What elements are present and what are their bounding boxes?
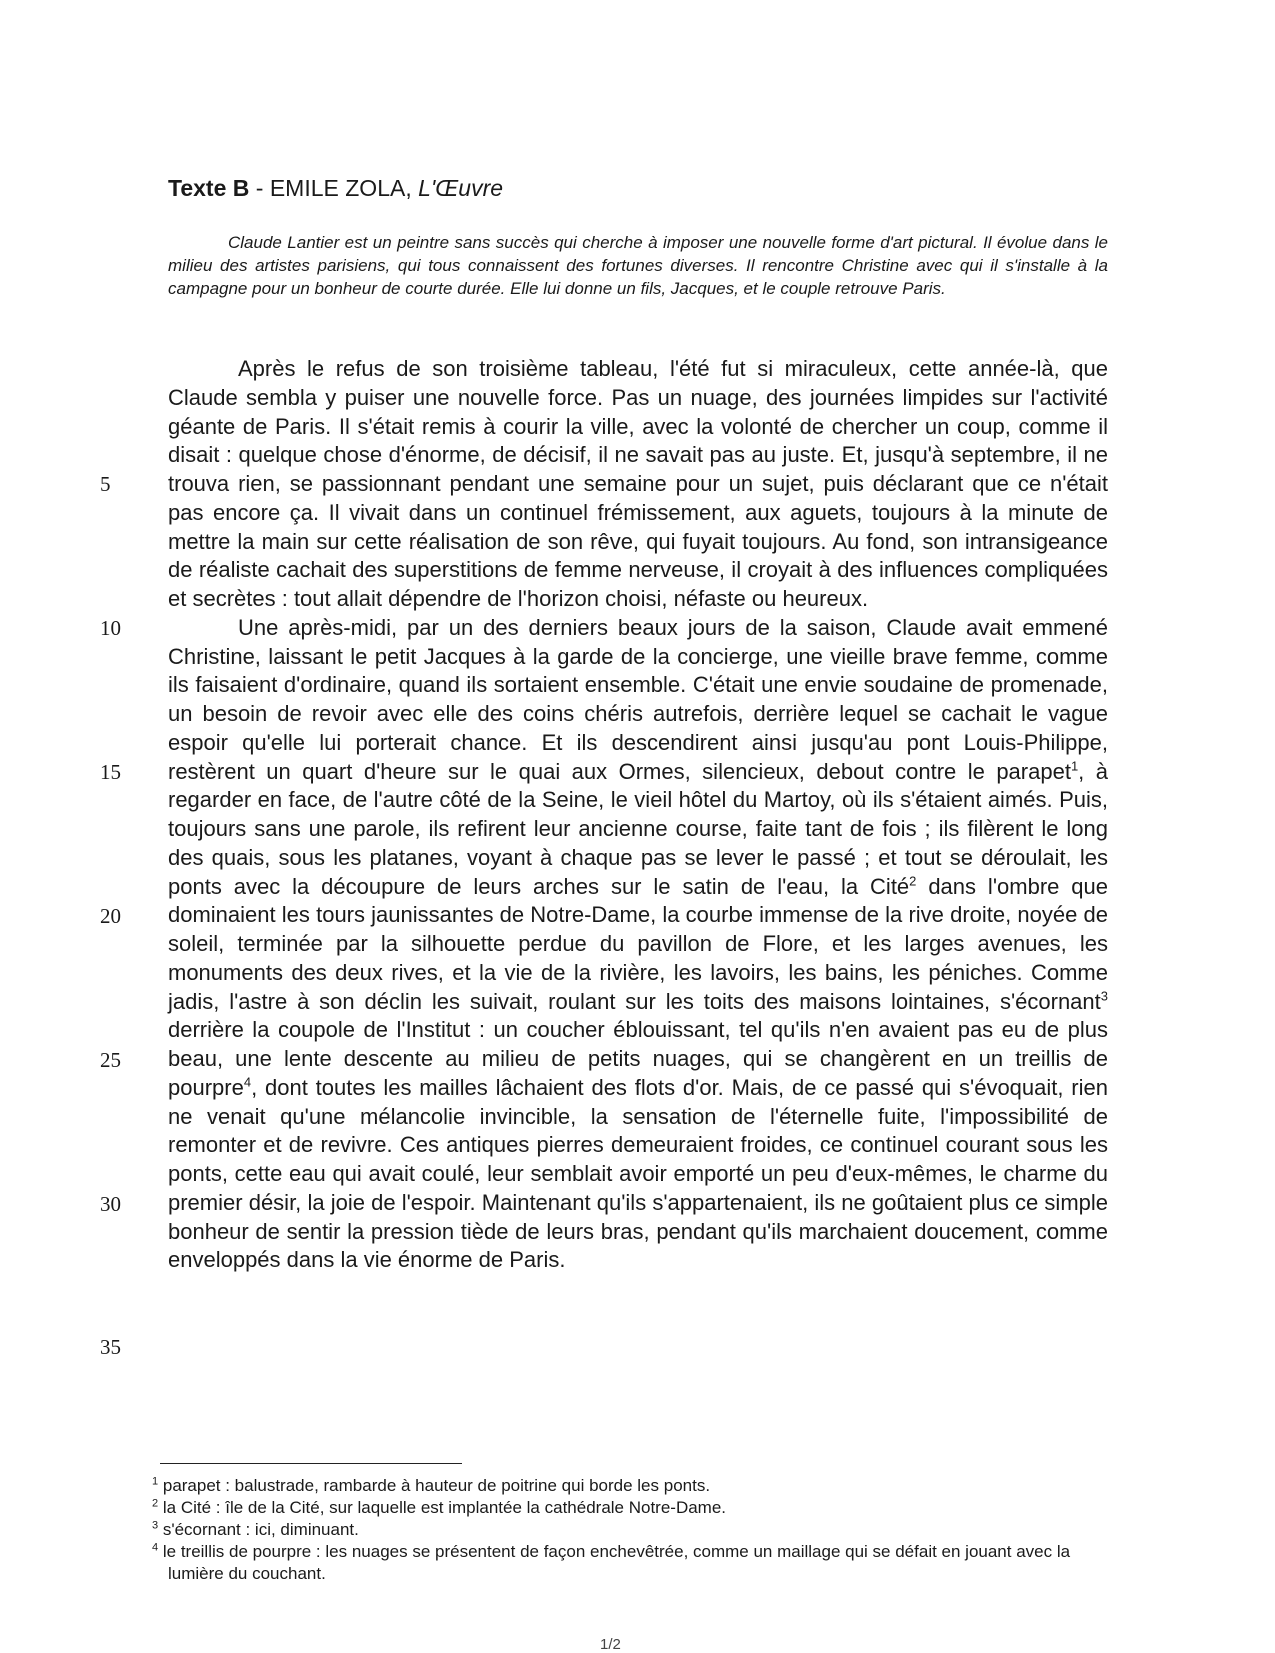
- title-separator: -: [249, 175, 270, 201]
- footnote: [152, 1475, 1108, 1497]
- footnote: [152, 1541, 1108, 1585]
- line-number: 20: [100, 904, 121, 928]
- footnote: [152, 1519, 1108, 1541]
- paragraph-2-part-a: Une après-midi, par un des derniers beaux jours de la saison, Claude avait emmené Christine, laissant le petit Jacques à la garde de la concierge, une vieille brave femme, comme ils faisaient d'ordinaire, quand ils sortaient ensemble. C'était une envie soudaine de promenade, un besoin de revoir avec elle des coins chéris autrefois, derrière lequel se cachait le vague espoir qu'elle lui porterait chance. Et ils descendirent ainsi jusqu'au pont Louis-Philippe, restèrent un quart d'heure sur le quai aux Ormes, silencieux, debout contre le parapet: [168, 614, 1108, 784]
- footnote-text: la Cité : île de la Cité, sur laquelle est implantée la cathédrale Notre-Dame.: [162, 1498, 727, 1517]
- title-label: Texte B: [168, 175, 250, 201]
- footnote-mark-3: 3: [1100, 988, 1108, 1004]
- paragraph-2-part-c: dans l'ombre que dominaient les tours jaunissantes de Notre-Dame, la courbe immense de la rive droite, noyée de soleil, terminée par la silhouette perdue du pavillon de Flore, et les larges avenues, les monuments des deux rives, et la vie de la rivière, les lavoirs, les bains, les péniches. Comme jadis, l'astre à son déclin les suivait, roulant sur les toits des maisons lointaines, s'écornant: [168, 873, 1108, 1014]
- footnote-text: le treillis de pourpre : les nuages se présentent de façon enchevêtrée, comme un maillage qui se défait en jouant avec la lumière du couchant.: [162, 1542, 1071, 1583]
- page-number: 1/2: [600, 1636, 621, 1653]
- intro-text: Claude Lantier est un peintre sans succès qui cherche à imposer une nouvelle forme d'art pictural. Il évolue dans le milieu des artistes parisiens, qui tous connaissent des fortunes diverses. Il rencontre Christine avec qui il s'installe à la campagne pour un bonheur de courte durée. Elle lui donne un fils, Jacques, et le couple retrouve Paris.: [168, 233, 1108, 298]
- title-work: L'Œuvre: [418, 175, 504, 201]
- paragraph-2-part-b: , à regarder en face, de l'autre côté de la Seine, le vieil hôtel du Martoy, où ils s'étaient aimés. Puis, toujours sans une parole, ils refirent leur ancienne course, faite tant de fois ; ils filèrent le long des quais, sous les platanes, voyant à chaque pas se lever le passé ; et tout se déroulait, les ponts avec la découpure de leurs arches sur le satin de l'eau, la Cité: [168, 758, 1108, 899]
- footnote: [152, 1497, 1108, 1519]
- footnotes: [152, 1475, 1108, 1585]
- paragraph-2: [168, 614, 1108, 1275]
- paragraph-1: Après le refus de son troisième tableau, l'été fut si miraculeux, cette année-là, que Claude sembla y puiser une nouvelle force. Pas un nuage, des journées limpides sur l'activité géante de Paris. Il s'était remis à courir la ville, avec la volonté de chercher un coup, comme il disait : quelque chose d'énorme, de décisif, il ne savait pas au juste. Et, jusqu'à septembre, il ne trouva rien, se passionnant pendant une semaine pour un sujet, puis déclarant que ce n'était pas encore ça. Il vivait dans un continuel frémissement, aux aguets, toujours à la minute de mettre la main sur cette réalisation de son rêve, qui fuyait toujours. Au fond, son intransigeance de réaliste cachait des superstitions de femme nerveuse, il croyait à des influences compliquées et secrètes : tout allait dépendre de l'horizon choisi, néfaste ou heureux.: [168, 356, 1108, 611]
- line-number: 30: [100, 1192, 121, 1216]
- footnote-number: 4: [152, 1541, 159, 1554]
- line-number: 15: [100, 760, 121, 784]
- footnote-mark-2: 2: [909, 873, 917, 889]
- footnote-mark-1: 1: [1070, 758, 1079, 774]
- footnote-number: 1: [152, 1475, 159, 1488]
- main-text: [168, 355, 1108, 1275]
- line-number: 5: [100, 472, 111, 496]
- footnote-text: s'écornant : ici, diminuant.: [162, 1520, 359, 1539]
- text-title: [168, 174, 503, 202]
- footnote-number: 3: [152, 1519, 159, 1532]
- footnote-text: parapet : balustrade, rambarde à hauteur de poitrine qui borde les ponts.: [162, 1476, 711, 1495]
- title-author: EMILE ZOLA,: [269, 175, 419, 201]
- paragraph-2-part-d: derrière la coupole de l'Institut : un coucher éblouissant, tel qu'ils n'en avaient pas eu de plus beau, une lente descente au milieu de petits nuages, qui se changèrent en un treillis de pourpre: [168, 1017, 1108, 1100]
- intro-paragraph: [168, 231, 1108, 300]
- paragraph-2-part-e: , dont toutes les mailles lâchaient des flots d'or. Mais, de ce passé qui s'évoquait, rien ne venait qu'une mélancolie invincible, la sensation de l'éternelle fuite, l'impossibilité de remonter et de revivre. Ces antiques pierres demeuraient froides, ce continuel courant sous les ponts, cette eau qui avait coulé, leur semblait avoir emporté un peu d'eux-mêmes, le charme du premier désir, la joie de l'espoir. Maintenant qu'ils s'appartenaient, ils ne goûtaient plus ce simple bonheur de sentir la pression tiède de leurs bras, pendant qu'ils marchaient doucement, comme enveloppés dans la vie énorme de Paris.: [168, 1074, 1108, 1273]
- footnote-number: 2: [152, 1497, 159, 1510]
- footnote-divider: [160, 1463, 462, 1464]
- line-number: 25: [100, 1048, 121, 1072]
- line-number: 35: [100, 1335, 121, 1359]
- line-number: 10: [100, 616, 121, 640]
- footnote-mark-4: 4: [243, 1074, 252, 1090]
